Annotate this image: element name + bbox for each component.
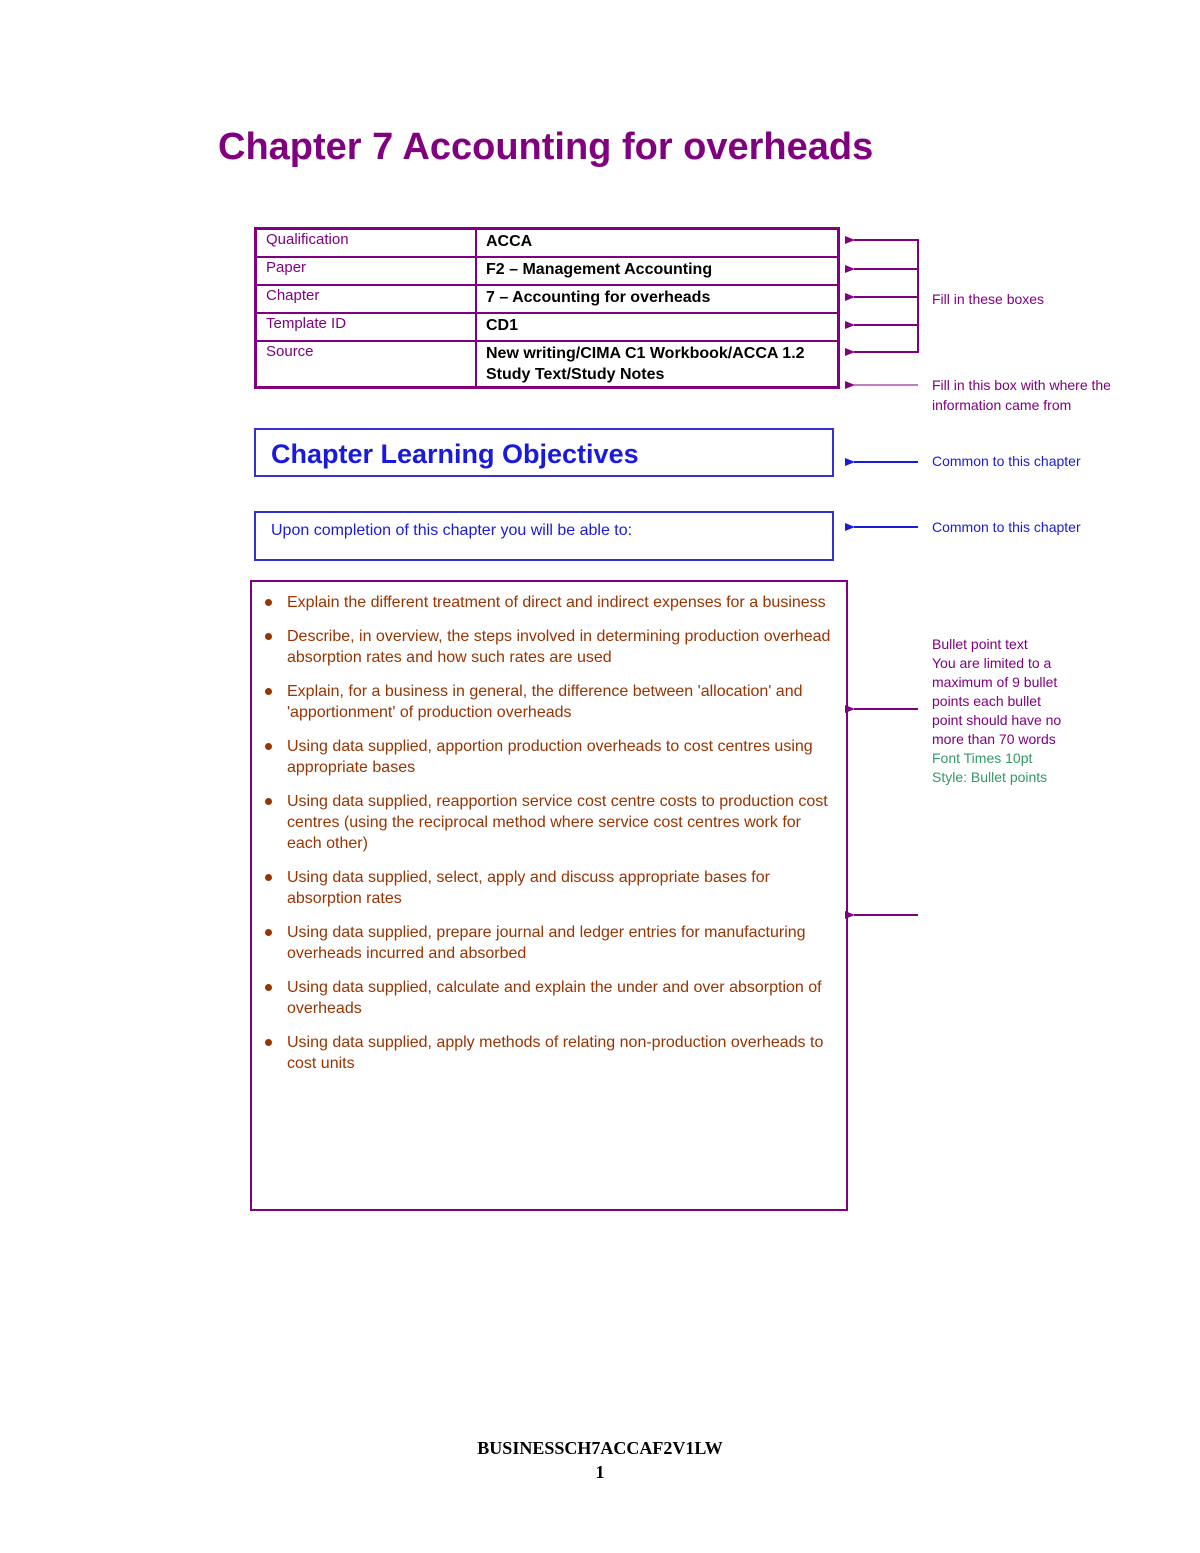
list-item-text: Using data supplied, calculate and explain the under and over absorption of overheads xyxy=(287,979,822,1017)
bullet-note-line: more than 70 words xyxy=(932,731,1056,747)
bullet-note-line: You are limited to a xyxy=(932,655,1052,671)
meta-label: Chapter xyxy=(256,285,477,313)
list-item-text: Using data supplied, reapportion service cost centre costs to production cost centres (using the reciprocal method where service cost centres work for each other) xyxy=(287,793,828,852)
meta-value: 7 – Accounting for overheads xyxy=(476,285,839,313)
common-arrows xyxy=(854,462,918,527)
list-item-text: Using data supplied, select, apply and discuss appropriate bases for absorption rates xyxy=(287,869,770,907)
objectives-heading: Chapter Learning Objectives xyxy=(271,439,639,469)
bullet-note-line: maximum of 9 bullet xyxy=(932,674,1058,690)
list-item-text: Using data supplied, prepare journal and ledger entries for manufacturing overheads incurred and absorbed xyxy=(287,924,806,962)
meta-value: CD1 xyxy=(476,313,839,341)
chapter-title: Chapter 7 Accounting for overheads xyxy=(218,126,874,168)
fill-source-note-line2: information came from xyxy=(932,397,1072,413)
bullet-guidance-note xyxy=(932,635,1061,787)
meta-value: ACCA xyxy=(476,229,839,257)
objectives-intro: Upon completion of this chapter you will be able to: xyxy=(271,522,633,539)
font-note: Font Times 10pt xyxy=(932,750,1033,766)
footer-code: BUSINESSCH7ACCAF2V1LW xyxy=(477,1438,723,1458)
list-item-text: Using data supplied, apply methods of relating non-production overheads to cost units xyxy=(287,1034,824,1072)
meta-label: Source xyxy=(256,341,477,388)
fill-boxes-note: Fill in these boxes xyxy=(932,291,1045,307)
common-note-intro: Common to this chapter xyxy=(932,519,1081,535)
list-item-text: Explain, for a business in general, the difference between 'allocation' and 'apportionment' of production overheads xyxy=(287,683,803,721)
bullet-note-line: Bullet point text xyxy=(932,636,1028,652)
list-item-text: Explain the different treatment of direct and indirect expenses for a business xyxy=(287,594,826,611)
page-number: 1 xyxy=(595,1462,605,1482)
bullet-note-line: point should have no xyxy=(932,712,1062,728)
bullet-note-line: points each bullet xyxy=(932,693,1041,709)
meta-value: F2 – Management Accounting xyxy=(476,257,839,285)
meta-label: Paper xyxy=(256,257,477,285)
style-note: Style: Bullet points xyxy=(932,769,1048,785)
list-item-text: Describe, in overview, the steps involved in determining production overhead absorption rates and how such rates are used xyxy=(287,628,831,666)
meta-label: Template ID xyxy=(256,313,477,341)
meta-value: New writing/CIMA C1 Workbook/ACCA 1.2 Study Text/Study Notes xyxy=(476,341,839,388)
fill-source-note-line1: Fill in this box with where the xyxy=(932,377,1111,393)
fill-boxes-arrows xyxy=(854,239,918,915)
common-note-heading: Common to this chapter xyxy=(932,453,1081,469)
meta-label: Qualification xyxy=(256,229,477,257)
list-item-text: Using data supplied, apportion production overheads to cost centres using appropriate bases xyxy=(287,738,813,776)
